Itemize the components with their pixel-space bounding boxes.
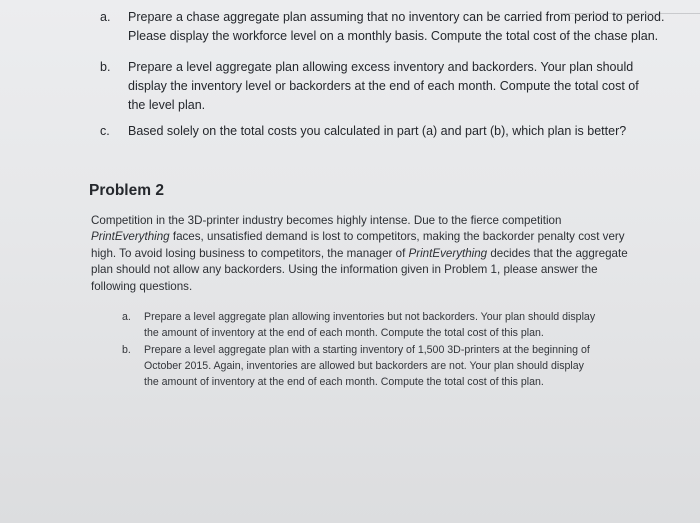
intro-line-5: following questions.: [91, 279, 193, 293]
intro-line-2-rest: faces, unsatisfied demand is lost to competitors, making the backorder penalty cost very: [169, 230, 625, 244]
problem-2-part-b-line-2: October 2015. Again, inventories are allowed but backorders are not. Your plan should display: [144, 360, 584, 372]
part-c-marker: c.: [100, 124, 110, 138]
part-b-text: [128, 58, 690, 115]
company-name: PrintEverything: [91, 230, 170, 244]
intro-line-3: [91, 246, 671, 262]
problem-2-part-b-line-1: Prepare a level aggregate plan with a starting inventory of 1,500 3D-printers at the beginning of: [144, 344, 590, 356]
problem-2-part-b: [122, 342, 662, 390]
part-b-line-1: Prepare a level aggregate plan allowing excess inventory and backorders. Your plan should: [128, 60, 634, 74]
part-c-text: [128, 122, 690, 141]
problem-2-part-b-marker: b.: [122, 344, 131, 356]
part-a-line-1: Prepare a chase aggregate plan assuming that no inventory can be carried from period to period.: [128, 10, 665, 24]
intro-line-3-pre: high. To avoid losing business to competitors, the manager of: [91, 246, 409, 260]
problem-2-part-a-line-2: the amount of inventory at the end of each month. Compute the total cost of this plan.: [144, 327, 544, 339]
problem-2-part-a: [122, 309, 662, 341]
part-b-line-3: the level plan.: [128, 98, 206, 112]
intro-line-3-post: decides that the aggregate: [487, 246, 628, 260]
part-a-line-2: Please display the workforce level on a monthly basis. Compute the total cost of the chase plan.: [128, 29, 659, 43]
part-c-item: [100, 122, 690, 141]
problem-2-part-b-line-3: the amount of inventory at the end of each month. Compute the total cost of this plan.: [144, 376, 544, 388]
problem-2-title: Problem 2: [89, 182, 164, 199]
company-name: PrintEverything: [408, 246, 488, 260]
part-a-marker: a.: [100, 10, 111, 24]
part-b-marker: b.: [100, 60, 111, 74]
problem-2-part-a-line-1: Prepare a level aggregate plan allowing inventories but not backorders. Your plan should display: [144, 311, 596, 323]
part-a-item: [100, 8, 690, 46]
problem-2-part-a-text: [144, 309, 662, 341]
intro-line-2: [91, 229, 671, 245]
problem-2-part-a-marker: a.: [122, 311, 131, 323]
part-a-text: [128, 8, 690, 46]
part-b-item: [100, 58, 690, 115]
problem-2-part-b-text: [144, 342, 662, 390]
intro-line-1: Competition in the 3D-printer industry becomes highly intense. Due to the fierce competition: [91, 214, 562, 227]
problem-2-intro: [91, 213, 671, 295]
part-c-line-1: Based solely on the total costs you calculated in part (a) and part (b), which plan is better?: [128, 124, 627, 138]
part-b-line-2: display the inventory level or backorders at the end of each month. Compute the total cost of: [128, 79, 639, 93]
intro-line-4: plan should not allow any backorders. Using the information given in Problem 1, please answer the: [91, 263, 598, 277]
